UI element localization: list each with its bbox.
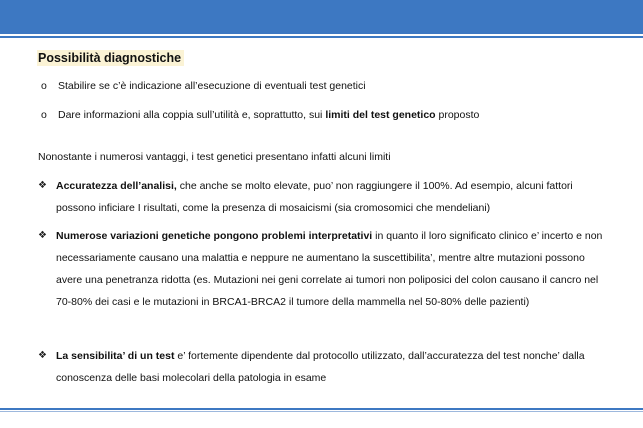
bullet-item xyxy=(38,225,608,313)
intro-text: Nonostante i numerosi vantaggi, i test genetici presentano infatti alcuni limiti xyxy=(38,151,391,163)
bullet-body: in quanto il loro significato clinico e’ incerto e non necessariamente causano una malattia e neppure ne aumentano la suscettibilita’, mentre altre mutazioni possono avere una penetranza ridotta (es. Mutazioni nei geni correlate ai tumori non poliposici del colon causano il cancro nel 70-80% dei casi e le mutazioni in BRCA1-BRCA2 il tumore della mammella nel 50-80% delle pazienti) xyxy=(56,230,603,308)
circle-bullet-icon: o xyxy=(41,109,47,121)
option-item xyxy=(41,80,366,92)
footer-divider-thin xyxy=(0,411,643,412)
option-item xyxy=(41,109,479,121)
circle-bullet-icon: o xyxy=(41,80,47,92)
diamond-bullet-icon: ❖ xyxy=(38,180,47,191)
header-divider xyxy=(0,36,643,38)
diamond-bullet-icon: ❖ xyxy=(38,350,47,361)
footer-divider xyxy=(0,408,643,410)
option-text: Dare informazioni alla coppia sull’utilità e, soprattutto, sui xyxy=(58,109,326,121)
section-heading: Possibilità diagnostiche xyxy=(37,50,184,66)
option-text-end: proposto xyxy=(435,109,480,121)
bullet-body: e’ fortemente dipendente dal protocollo utilizzato, dall’accuratezza del test nonche’ dalla conoscenza delle basi molecolari della patologia in esame xyxy=(56,350,585,384)
bullet-title: Numerose variazioni genetiche pongono problemi interpretativi xyxy=(56,230,373,242)
option-bold-text: limiti del test genetico xyxy=(325,109,436,121)
diamond-bullet-icon: ❖ xyxy=(38,230,47,241)
bullet-title: La sensibilita’ di un test xyxy=(56,350,175,362)
bullet-body: che anche se molto elevate, puo’ non raggiungere il 100%. Ad esempio, alcuni fattori possono inficiare I risultati, come la presenza di mosaicismi (sia cromosomici che mendeliani) xyxy=(56,180,573,214)
bullet-title: Accuratezza dell’analisi, xyxy=(56,180,177,192)
header-bar xyxy=(0,0,643,34)
bullet-item xyxy=(38,345,608,389)
option-text: Stabilire se c’è indicazione all’esecuzione di eventuali test genetici xyxy=(58,80,366,92)
bullet-item xyxy=(38,175,608,219)
